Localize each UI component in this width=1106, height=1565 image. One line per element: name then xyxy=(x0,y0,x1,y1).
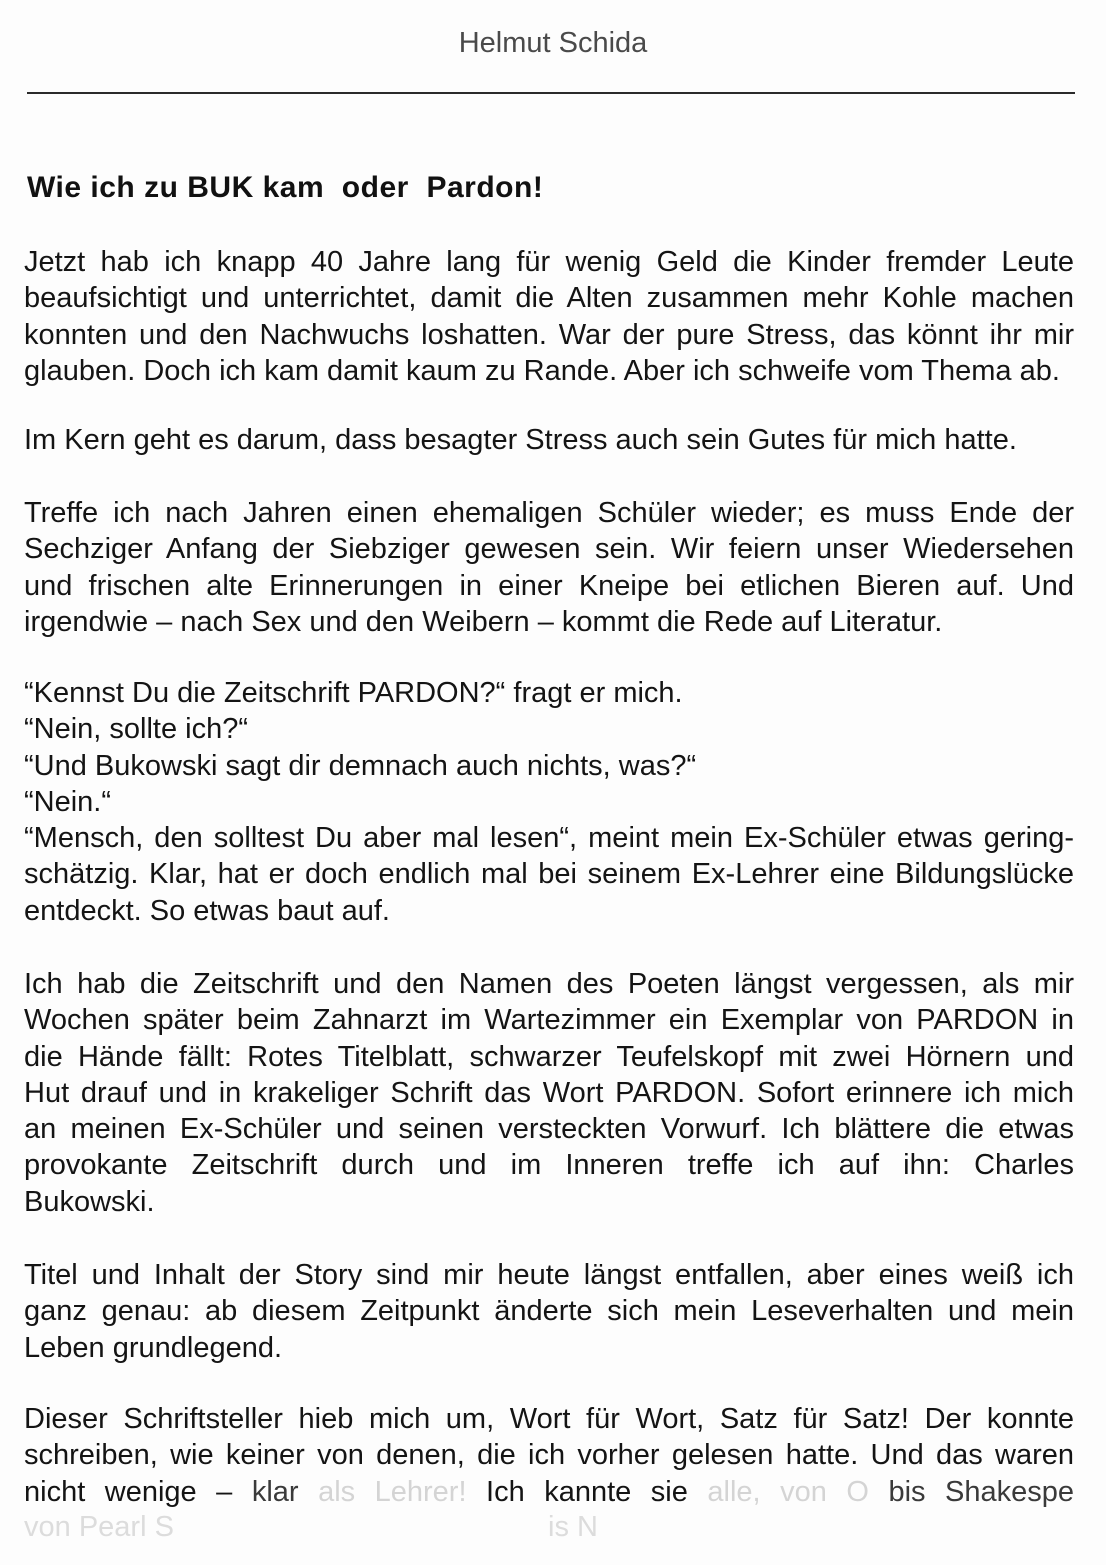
text-line: beaufsichtigt und unterrichtet, damit die Alten zusammen mehr Kohle machen xyxy=(24,282,1074,315)
text-line: an meinen Ex-Schüler und seinen versteckten Vorwurf. Ich blättere die etwas xyxy=(24,1113,1074,1146)
faded-text-fragment: als Lehrer! xyxy=(318,1475,467,1508)
text-fragment: klar xyxy=(251,1475,299,1508)
text-line: Jetzt hab ich knapp 40 Jahre lang für wenig Geld die Kinder fremder Leute xyxy=(24,246,1074,278)
text-fragment: Ich kannte sie xyxy=(486,1475,688,1508)
header-rule xyxy=(27,92,1075,94)
paragraph-7 xyxy=(24,1401,1074,1510)
faded-text-line xyxy=(24,1474,1074,1510)
text-line: konnten und den Nachwuchs loshatten. War der pure Stress, das könnt ihr mir xyxy=(24,318,1074,351)
faded-text-fragment: is N xyxy=(548,1511,598,1543)
dialogue-line: “Mensch, den solltest Du aber mal lesen“, meint mein Ex-Schüler etwas gering- xyxy=(24,822,1074,855)
text-line: entdeckt. So etwas baut auf. xyxy=(24,894,390,927)
text-fragment: nicht wenige – xyxy=(24,1475,233,1508)
text-line: provokante Zeitschrift durch und im Inneren treffe ich auf ihn: Charles xyxy=(24,1149,1074,1182)
dialogue-line: “Und Bukowski sagt dir demnach auch nichts, was?“ xyxy=(24,749,697,782)
running-header-author: Helmut Schida xyxy=(458,27,648,59)
text-line: glauben. Doch ich kam damit kaum zu Rande. Aber ich schweife vom Thema ab. xyxy=(24,354,1060,387)
text-line: schätzig. Klar, hat er doch endlich mal bei seinem Ex-Lehrer eine Bildungslücke xyxy=(24,858,1074,891)
text-line: und frischen alte Erinnerungen in einer Kneipe bei etlichen Bieren auf. Und xyxy=(24,569,1074,602)
text-line: Titel und Inhalt der Story sind mir heute längst entfallen, aber eines weiß ich xyxy=(24,1259,1074,1291)
text-line: Im Kern geht es darum, dass besagter Stress auch sein Gutes für mich hatte. xyxy=(24,424,1017,456)
text-line: irgendwie – nach Sex und den Weibern – kommt die Rede auf Literatur. xyxy=(24,605,943,638)
paragraph-3 xyxy=(24,495,1074,640)
text-line: Dieser Schriftsteller hieb mich um, Wort für Wort, Satz für Satz! Der konnte xyxy=(24,1403,1074,1435)
text-line: schreiben, wie keiner von denen, die ich vorher gelesen hatte. Und das waren xyxy=(24,1439,1074,1472)
text-line: die Hände fällt: Rotes Titelblatt, schwarzer Teufelskopf mit zwei Hörnern und xyxy=(24,1040,1074,1073)
text-line: Treffe ich nach Jahren einen ehemaligen Schüler wieder; es muss Ende der xyxy=(24,497,1074,529)
dialogue-line: “Nein, sollte ich?“ xyxy=(24,713,249,746)
chapter-title: Wie ich zu BUK kam oder Pardon! xyxy=(27,171,544,204)
text-line: Bukowski. xyxy=(24,1185,155,1218)
faded-text-fragment: alle, von O xyxy=(707,1475,869,1508)
paragraph-2 xyxy=(24,422,1074,458)
paragraph-4-dialogue xyxy=(24,675,1074,929)
text-line: Leben grundlegend. xyxy=(24,1331,283,1364)
dialogue-line: “Kennst Du die Zeitschrift PARDON?“ fragt er mich. xyxy=(24,677,683,709)
faded-text-line xyxy=(0,1509,1106,1545)
text-line: Sechziger Anfang der Siebziger gewesen sein. Wir feiern unser Wiedersehen xyxy=(24,533,1074,566)
text-line: ganz genau: ab diesem Zeitpunkt änderte sich mein Leseverhalten und mein xyxy=(24,1295,1074,1328)
text-fragment: bis Shakespe xyxy=(888,1475,1075,1508)
text-line: Wochen später beim Zahnarzt im Wartezimmer ein Exemplar von PARDON in xyxy=(24,1004,1074,1037)
dialogue-line: “Nein.“ xyxy=(24,785,112,818)
text-line: Hut drauf und in krakeliger Schrift das Wort PARDON. Sofort erinnere ich mich xyxy=(24,1076,1074,1109)
paragraph-5 xyxy=(24,966,1074,1220)
paragraph-1 xyxy=(24,244,1074,389)
faded-text-fragment: von Pearl S xyxy=(24,1511,174,1543)
paragraph-6 xyxy=(24,1257,1074,1366)
text-line: Ich hab die Zeitschrift und den Namen des Poeten längst vergessen, als mir xyxy=(24,968,1074,1000)
